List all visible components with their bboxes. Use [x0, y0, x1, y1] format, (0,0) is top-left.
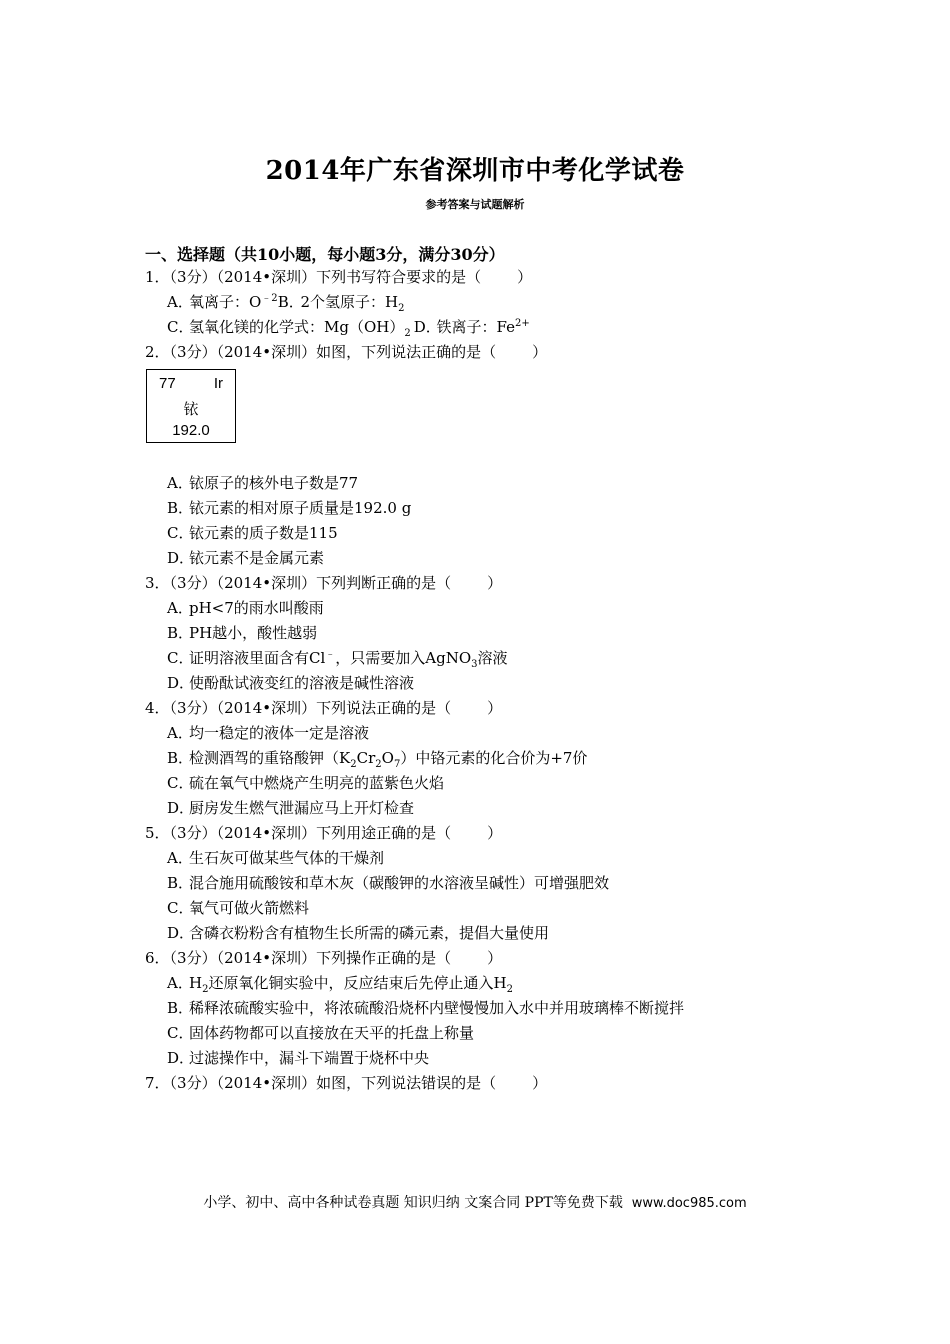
page-title: 2014年广东省深圳市中考化学试卷 — [265, 156, 685, 186]
option-label: C． — [167, 524, 194, 542]
option-label: D． — [167, 549, 195, 567]
option-text: 检测酒驾的重铬酸钾（K — [189, 749, 351, 767]
question-6-option-d — [145, 1046, 825, 1071]
question-close: ） — [487, 949, 503, 967]
question-2-stem — [145, 340, 825, 365]
option-text: 溶液 — [477, 649, 508, 667]
question-6-option-b — [145, 996, 825, 1021]
question-number: 2． — [145, 343, 170, 361]
option-label: A． — [167, 849, 193, 867]
option-sub: 7 — [393, 759, 401, 770]
question-1-options-cd — [145, 315, 825, 340]
option-label: A． — [167, 599, 193, 617]
option-c-text: 氢氧化镁的化学式：Mg（OH） — [189, 318, 405, 336]
element-symbol: Ir — [213, 375, 223, 392]
question-3-option-d — [145, 671, 825, 696]
question-3-option-c — [145, 646, 825, 671]
option-label: A． — [167, 974, 193, 992]
question-3-stem — [145, 571, 825, 596]
option-label: A． — [167, 724, 193, 742]
option-label: B． — [167, 749, 194, 767]
question-5-option-a — [145, 846, 825, 871]
question-5-option-d — [145, 921, 825, 946]
question-5-option-b — [145, 871, 825, 896]
option-label: B． — [167, 874, 194, 892]
option-label: D． — [167, 1049, 195, 1067]
question-number: 5． — [145, 824, 170, 842]
option-sub: 2 — [506, 984, 513, 995]
question-number: 1． — [145, 268, 170, 286]
option-a-sup: ﹣2 — [261, 293, 278, 304]
question-close: ） — [487, 574, 503, 592]
option-label: B． — [167, 999, 194, 1017]
option-label: C． — [167, 318, 194, 336]
question-2-option-a — [145, 471, 825, 496]
question-2-option-b — [145, 496, 825, 521]
question-3-option-a — [145, 596, 825, 621]
option-text: H — [189, 974, 203, 992]
option-text: 还原氧化铜实验中，反应结束后先停止通入H — [208, 974, 507, 992]
question-5-stem — [145, 821, 825, 846]
question-5-option-c — [145, 896, 825, 921]
option-text: 厨房发生燃气泄漏应马上开灯检查 — [189, 799, 415, 817]
question-text: （3分）（2014•深圳）如图，下列说法错误的是（ — [169, 1074, 497, 1092]
option-text: 铱元素的质子数是115 — [189, 524, 338, 542]
question-text: （3分）（2014•深圳）下列书写符合要求的是（ — [169, 268, 482, 286]
option-text: 铱元素不是金属元素 — [189, 549, 325, 567]
question-number: 3． — [145, 574, 170, 592]
question-number: 7． — [145, 1074, 170, 1092]
question-1-options-ab — [145, 290, 825, 315]
option-label: B． — [277, 293, 304, 311]
option-text: ，只需要加入AgNO — [335, 649, 472, 667]
option-label: D． — [167, 674, 195, 692]
option-c-sub: 2 — [404, 328, 411, 339]
question-6-option-c — [145, 1021, 825, 1046]
option-text: 过滤操作中，漏斗下端置于烧杯中央 — [189, 1049, 430, 1067]
question-2-option-c — [145, 521, 825, 546]
option-text: ）中铬元素的化合价为+7价 — [400, 749, 588, 767]
option-text: 固体药物都可以直接放在天平的托盘上称量 — [189, 1024, 475, 1042]
question-3-option-b — [145, 621, 825, 646]
option-label: C． — [167, 649, 194, 667]
option-label: C． — [167, 774, 194, 792]
option-d-sup: 2+ — [514, 318, 530, 329]
question-text: （3分）（2014•深圳）下列操作正确的是（ — [169, 949, 452, 967]
question-6-stem — [145, 946, 825, 971]
option-text: 硫在氧气中燃烧产生明亮的蓝紫色火焰 — [189, 774, 445, 792]
option-text: 稀释浓硫酸实验中，将浓硫酸沿烧杯内壁慢慢加入水中并用玻璃棒不断搅拌 — [189, 999, 685, 1017]
option-text: 混合施用硫酸铵和草木灰（碳酸钾的水溶液呈碱性）可增强肥效 — [189, 874, 610, 892]
question-text: （3分）（2014•深圳）如图，下列说法正确的是（ — [169, 343, 497, 361]
option-text: 证明溶液里面含有Cl — [189, 649, 326, 667]
question-close: ） — [487, 824, 503, 842]
element-card-iridium — [146, 369, 236, 443]
option-text: pH<7的雨水叫酸雨 — [189, 599, 324, 617]
question-number: 6． — [145, 949, 170, 967]
question-close: ） — [532, 343, 548, 361]
option-label: D． — [413, 318, 441, 336]
option-sub: 2 — [375, 759, 382, 770]
option-text: 均一稳定的液体一定是溶液 — [189, 724, 370, 742]
option-label: B． — [167, 499, 194, 517]
question-4-stem — [145, 696, 825, 721]
option-sup: ﹣ — [325, 649, 336, 660]
question-close: ） — [487, 699, 503, 717]
atomic-number: 77 — [159, 375, 176, 392]
question-close: ） — [532, 1074, 548, 1092]
option-sub: 2 — [202, 984, 209, 995]
question-4-option-a — [145, 721, 825, 746]
option-d-text: 铁离子：Fe — [436, 318, 515, 336]
question-6-option-a — [145, 971, 825, 996]
option-sub: 3 — [471, 659, 478, 670]
question-text: （3分）（2014•深圳）下列说法正确的是（ — [169, 699, 452, 717]
atomic-mass: 192.0 — [172, 422, 210, 439]
element-name: 铱 — [183, 401, 199, 418]
option-b-sub: 2 — [398, 303, 405, 314]
question-list — [145, 265, 825, 1096]
option-text: 铱原子的核外电子数是77 — [189, 474, 359, 492]
option-label: D． — [167, 799, 195, 817]
section-heading: 一、选择题（共10小题，每小题3分，满分30分） — [145, 245, 505, 264]
option-label: C． — [167, 1024, 194, 1042]
question-close: ） — [517, 268, 533, 286]
option-text: Cr — [356, 749, 376, 767]
question-7-stem — [145, 1071, 825, 1096]
option-text: 生石灰可做某些气体的干燥剂 — [189, 849, 385, 867]
question-number: 4． — [145, 699, 170, 717]
question-text: （3分）（2014•深圳）下列判断正确的是（ — [169, 574, 452, 592]
option-text: 铱元素的相对原子质量是192.0 g — [189, 499, 412, 517]
option-b-text: 2个氢原子：H — [300, 293, 399, 311]
question-1-stem — [145, 265, 825, 290]
option-text: 使酚酞试液变红的溶液是碱性溶液 — [189, 674, 415, 692]
question-text: （3分）（2014•深圳）下列用途正确的是（ — [169, 824, 452, 842]
option-label: A． — [167, 293, 193, 311]
question-4-option-b — [145, 746, 825, 771]
option-a-text: 氧离子：O — [189, 293, 262, 311]
option-text: 含磷衣粉粉含有植物生长所需的磷元素，提倡大量使用 — [189, 924, 550, 942]
question-2-option-d — [145, 546, 825, 571]
page-footer — [0, 1192, 950, 1212]
option-label: D． — [167, 924, 195, 942]
option-label: A． — [167, 474, 193, 492]
option-text: 氧气可做火箭燃料 — [189, 899, 310, 917]
question-4-option-c — [145, 771, 825, 796]
question-4-option-d — [145, 796, 825, 821]
option-label: B． — [167, 624, 194, 642]
footer-link[interactable]: www.doc985.com — [631, 1196, 747, 1211]
footer-text: 小学、初中、高中各种试卷真题 知识归纳 文案合同 PPT等免费下载 — [203, 1195, 623, 1211]
option-text: O — [381, 749, 394, 767]
page-subtitle: 参考答案与试题解析 — [425, 198, 525, 211]
option-label: C． — [167, 899, 194, 917]
option-sub: 2 — [350, 759, 357, 770]
option-text: PH越小，酸性越弱 — [189, 624, 318, 642]
